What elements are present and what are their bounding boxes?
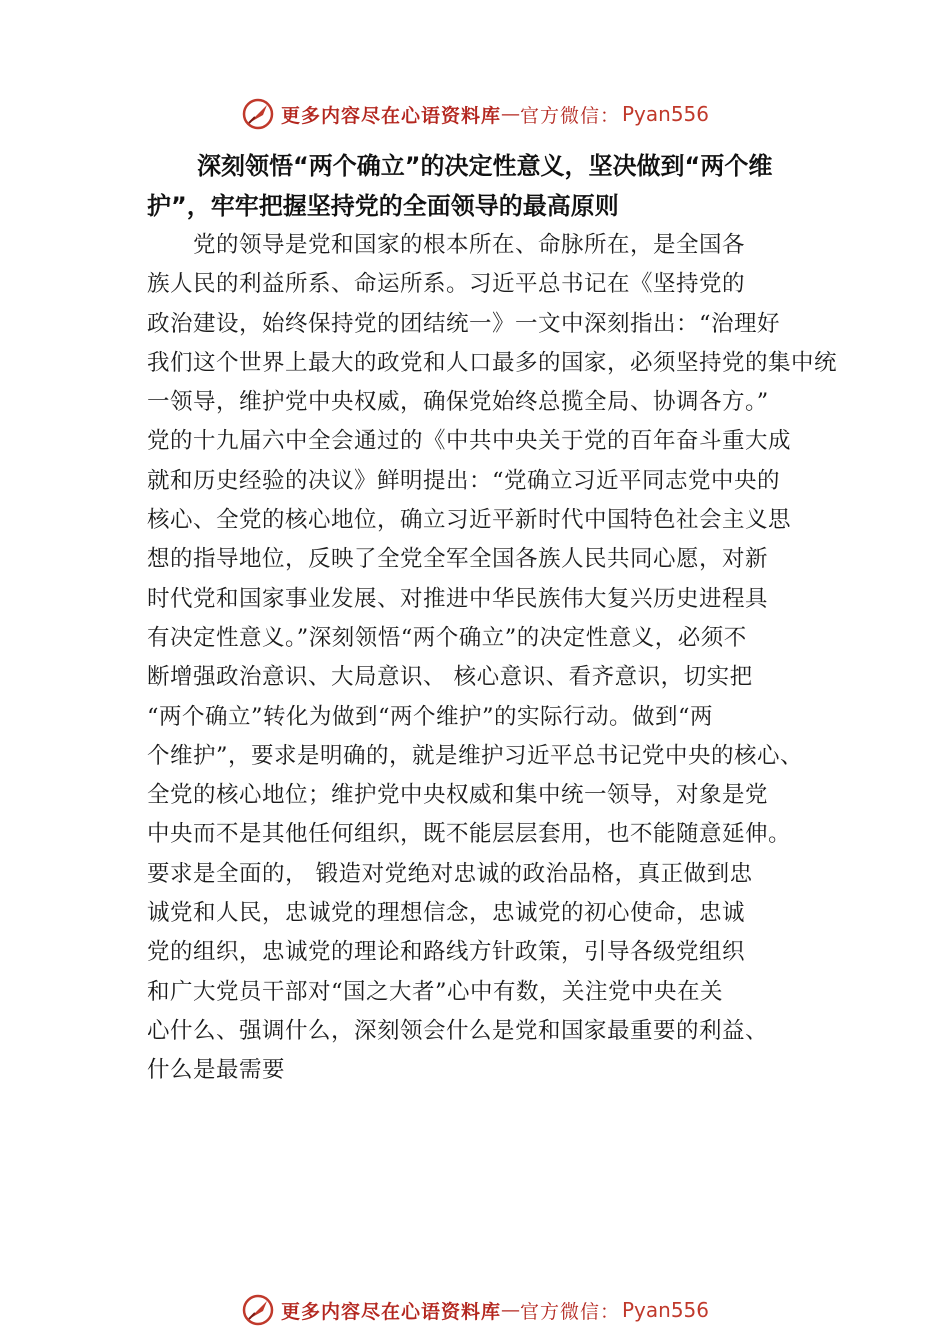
watermark-dash: — (500, 103, 520, 125)
watermark-wechat-label: 官方微信： (519, 1300, 620, 1323)
watermark-wechat-id: Pyan556 (622, 1298, 710, 1322)
body-line: 党的组织，忠诚党的理论和路线方针政策，引导各级党组织 (147, 939, 746, 966)
watermark-wechat-label: 官方微信： (519, 104, 620, 127)
body-line: 和广大党员干部对“国之大者”心中有数，关注党中央在关 (147, 978, 724, 1005)
watermark-site-text: 更多内容尽在心语资料库 (280, 1300, 501, 1323)
document-title: 深刻领悟“两个确立”的决定性意义，坚决做到“两个维护”，牢牢把握坚持党的全面领导的最高原则 (147, 152, 773, 220)
body-line: 时代党和国家事业发展、对推进中华民族伟大复兴历史进程具 (147, 585, 769, 612)
body-line: 什么是最需要 (147, 1057, 286, 1084)
body-line: 党的领导是党和国家的根本所在、命脉所在，是全国各 (193, 232, 746, 258)
watermark-site-text: 更多内容尽在心语资料库 (280, 104, 501, 127)
body-line: 一领导，维护党中央权威，确保党始终总揽全局、协调各方。” (147, 389, 769, 416)
body-line: 族人民的利益所系、命运所系。习近平总书记在《坚持党的 (147, 271, 746, 298)
body-line: 中央而不是其他任何组织，既不能层层套用，也不能随意延伸。 (147, 821, 792, 848)
body-line: 心什么、强调什么，深刻领会什么是党和国家最重要的利益、 (147, 1017, 769, 1044)
body-line: 断增强政治意识、大局意识、 核心意识、看齐意识，切实把 (147, 664, 753, 691)
body-line: 全党的核心地位；维护党中央权威和集中统一领导，对象是党 (147, 782, 769, 809)
body-line: 诚党和人民，忠诚党的理想信念，忠诚党的初心使命，忠诚 (147, 900, 746, 927)
body-line: 核心、全党的核心地位，确立习近平新时代中国特色社会主义思 (147, 507, 792, 534)
body-line: 我们这个世界上最大的政党和人口最多的国家，必须坚持党的集中统 (147, 349, 838, 376)
body-line: 个维护”，要求是明确的，就是维护习近平总书记党中央的核心、 (147, 742, 804, 769)
body-line: 要求是全面的， 锻造对党绝对忠诚的政治品格，真正做到忠 (147, 860, 753, 887)
quill-pen-logo-icon (241, 97, 275, 131)
footer-watermark (0, 1290, 950, 1330)
body-line: 政治建设，始终保持党的团结统一》一文中深刻指出：“治理好 (147, 310, 781, 337)
body-line: 想的指导地位，反映了全党全军全国各族人民共同心愿，对新 (147, 546, 769, 573)
body-line: 就和历史经验的决议》鲜明提出：“党确立习近平同志党中央的 (147, 467, 781, 494)
document-body (147, 226, 837, 1091)
quill-pen-logo-icon (241, 1293, 275, 1327)
header-watermark (0, 94, 950, 134)
watermark-wechat-id: Pyan556 (622, 102, 710, 126)
body-line: “两个确立”转化为做到“两个维护”的实际行动。做到“两 (147, 703, 714, 730)
body-line: 党的十九届六中全会通过的《中共中央关于党的百年奋斗重大成 (147, 428, 792, 455)
body-line: 有决定性意义。”深刻领悟“两个确立”的决定性意义，必须不 (147, 624, 747, 651)
watermark-dash: — (500, 1299, 520, 1321)
